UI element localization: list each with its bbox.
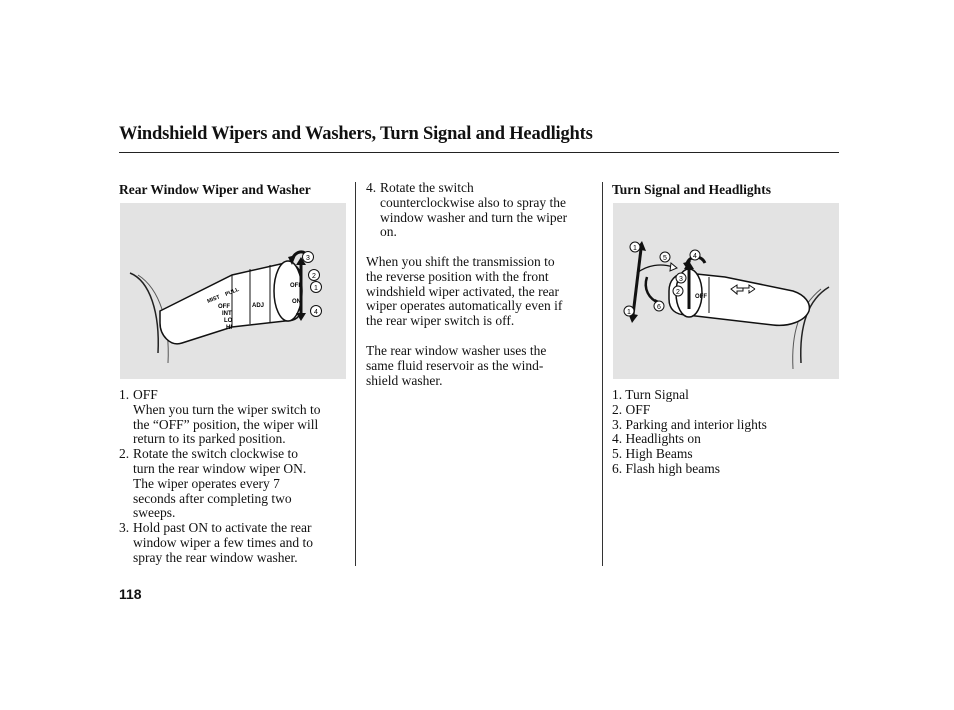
rear-wiper-illustration [120,203,346,379]
list-item: 2. Rotate the switch clockwise to turn the rear window wiper ON. The wiper operates every 7 seconds after completing two sweeps. [119,446,307,521]
list-item: 1. OFF When you turn the wiper switch to the “OFF” position, the wiper will return to its parked position. [119,387,321,447]
svg-text:2: 2 [676,289,680,296]
lever-label-hi: HI [226,325,232,331]
rear-wiper-list-continued [366,181,598,240]
page-title: Windshield Wipers and Washers, Turn Signal and Headlights [119,124,593,144]
page-number: 118 [119,586,142,602]
rear-callout-4 [311,306,322,317]
svg-text:2: 2 [312,273,316,280]
lever-label-int: INT [222,311,232,317]
svg-text:3: 3 [306,255,310,262]
list-item: 5. High Beams [612,446,693,462]
lever-label-off: OFF [695,294,707,300]
rear-wiper-switch-drawing [120,203,346,379]
column-divider-2 [602,182,603,566]
turn-signal-list [612,388,838,477]
turn-callout-1-top [630,242,640,252]
turn-callout-1-bottom [624,306,634,316]
list-item: 1. Turn Signal [612,387,689,402]
turn-signal-switch-drawing [613,203,839,379]
list-item: 3. Parking and interior lights [612,416,767,432]
rear-wiper-heading: Rear Window Wiper and Washer [119,182,311,197]
svg-text:1: 1 [314,285,318,292]
svg-text:1: 1 [633,245,637,252]
turn-signal-heading: Turn Signal and Headlights [612,182,771,197]
turn-callout-6 [654,301,664,311]
list-item: 4. Headlights on [612,431,701,447]
lever-label-pull: PULL [224,286,241,298]
svg-text:4: 4 [693,253,697,260]
svg-text:6: 6 [657,304,661,311]
svg-text:3: 3 [679,276,683,283]
turn-callout-2 [673,286,683,296]
lever-label-off: OFF [218,304,230,310]
svg-text:4: 4 [314,309,318,316]
title-rule [119,152,839,153]
lever-label-mist: MIST [206,294,221,305]
turn-callout-4 [690,250,700,260]
turn-callout-5 [660,252,670,262]
wheel-label-off: OFF [290,283,302,289]
list-item: 2. OFF [612,401,651,417]
svg-text:5: 5 [663,255,667,262]
reverse-wiper-paragraph: When you shift the transmission to the reverse position with the front windshield wiper activated, the rear wiper operates automatically even if the rear wiper switch is off. [366,254,563,329]
svg-text:1: 1 [627,309,631,316]
wheel-label-on: ON [292,299,301,305]
list-item: 6. Flash high beams [612,460,720,476]
column-divider-1 [355,182,356,566]
rear-callout-2 [309,270,320,281]
list-item: 4. Rotate the switch counterclockwise also to spray the window washer and turn the wiper on. [366,180,568,240]
rear-callout-3 [303,252,314,263]
washer-reservoir-paragraph: The rear window washer uses the same fluid reservoir as the wind- shield washer. [366,343,547,388]
lever-label-lo: LO [224,318,233,324]
lever-label-adj: ADJ [252,303,265,309]
rear-callout-1 [311,282,322,293]
rear-wiper-list [119,388,349,566]
list-item: 3. Hold past ON to activate the rear window wiper a few times and to spray the rear window washer. [119,520,313,565]
turn-callout-3 [676,273,686,283]
turn-signal-illustration [613,203,839,379]
